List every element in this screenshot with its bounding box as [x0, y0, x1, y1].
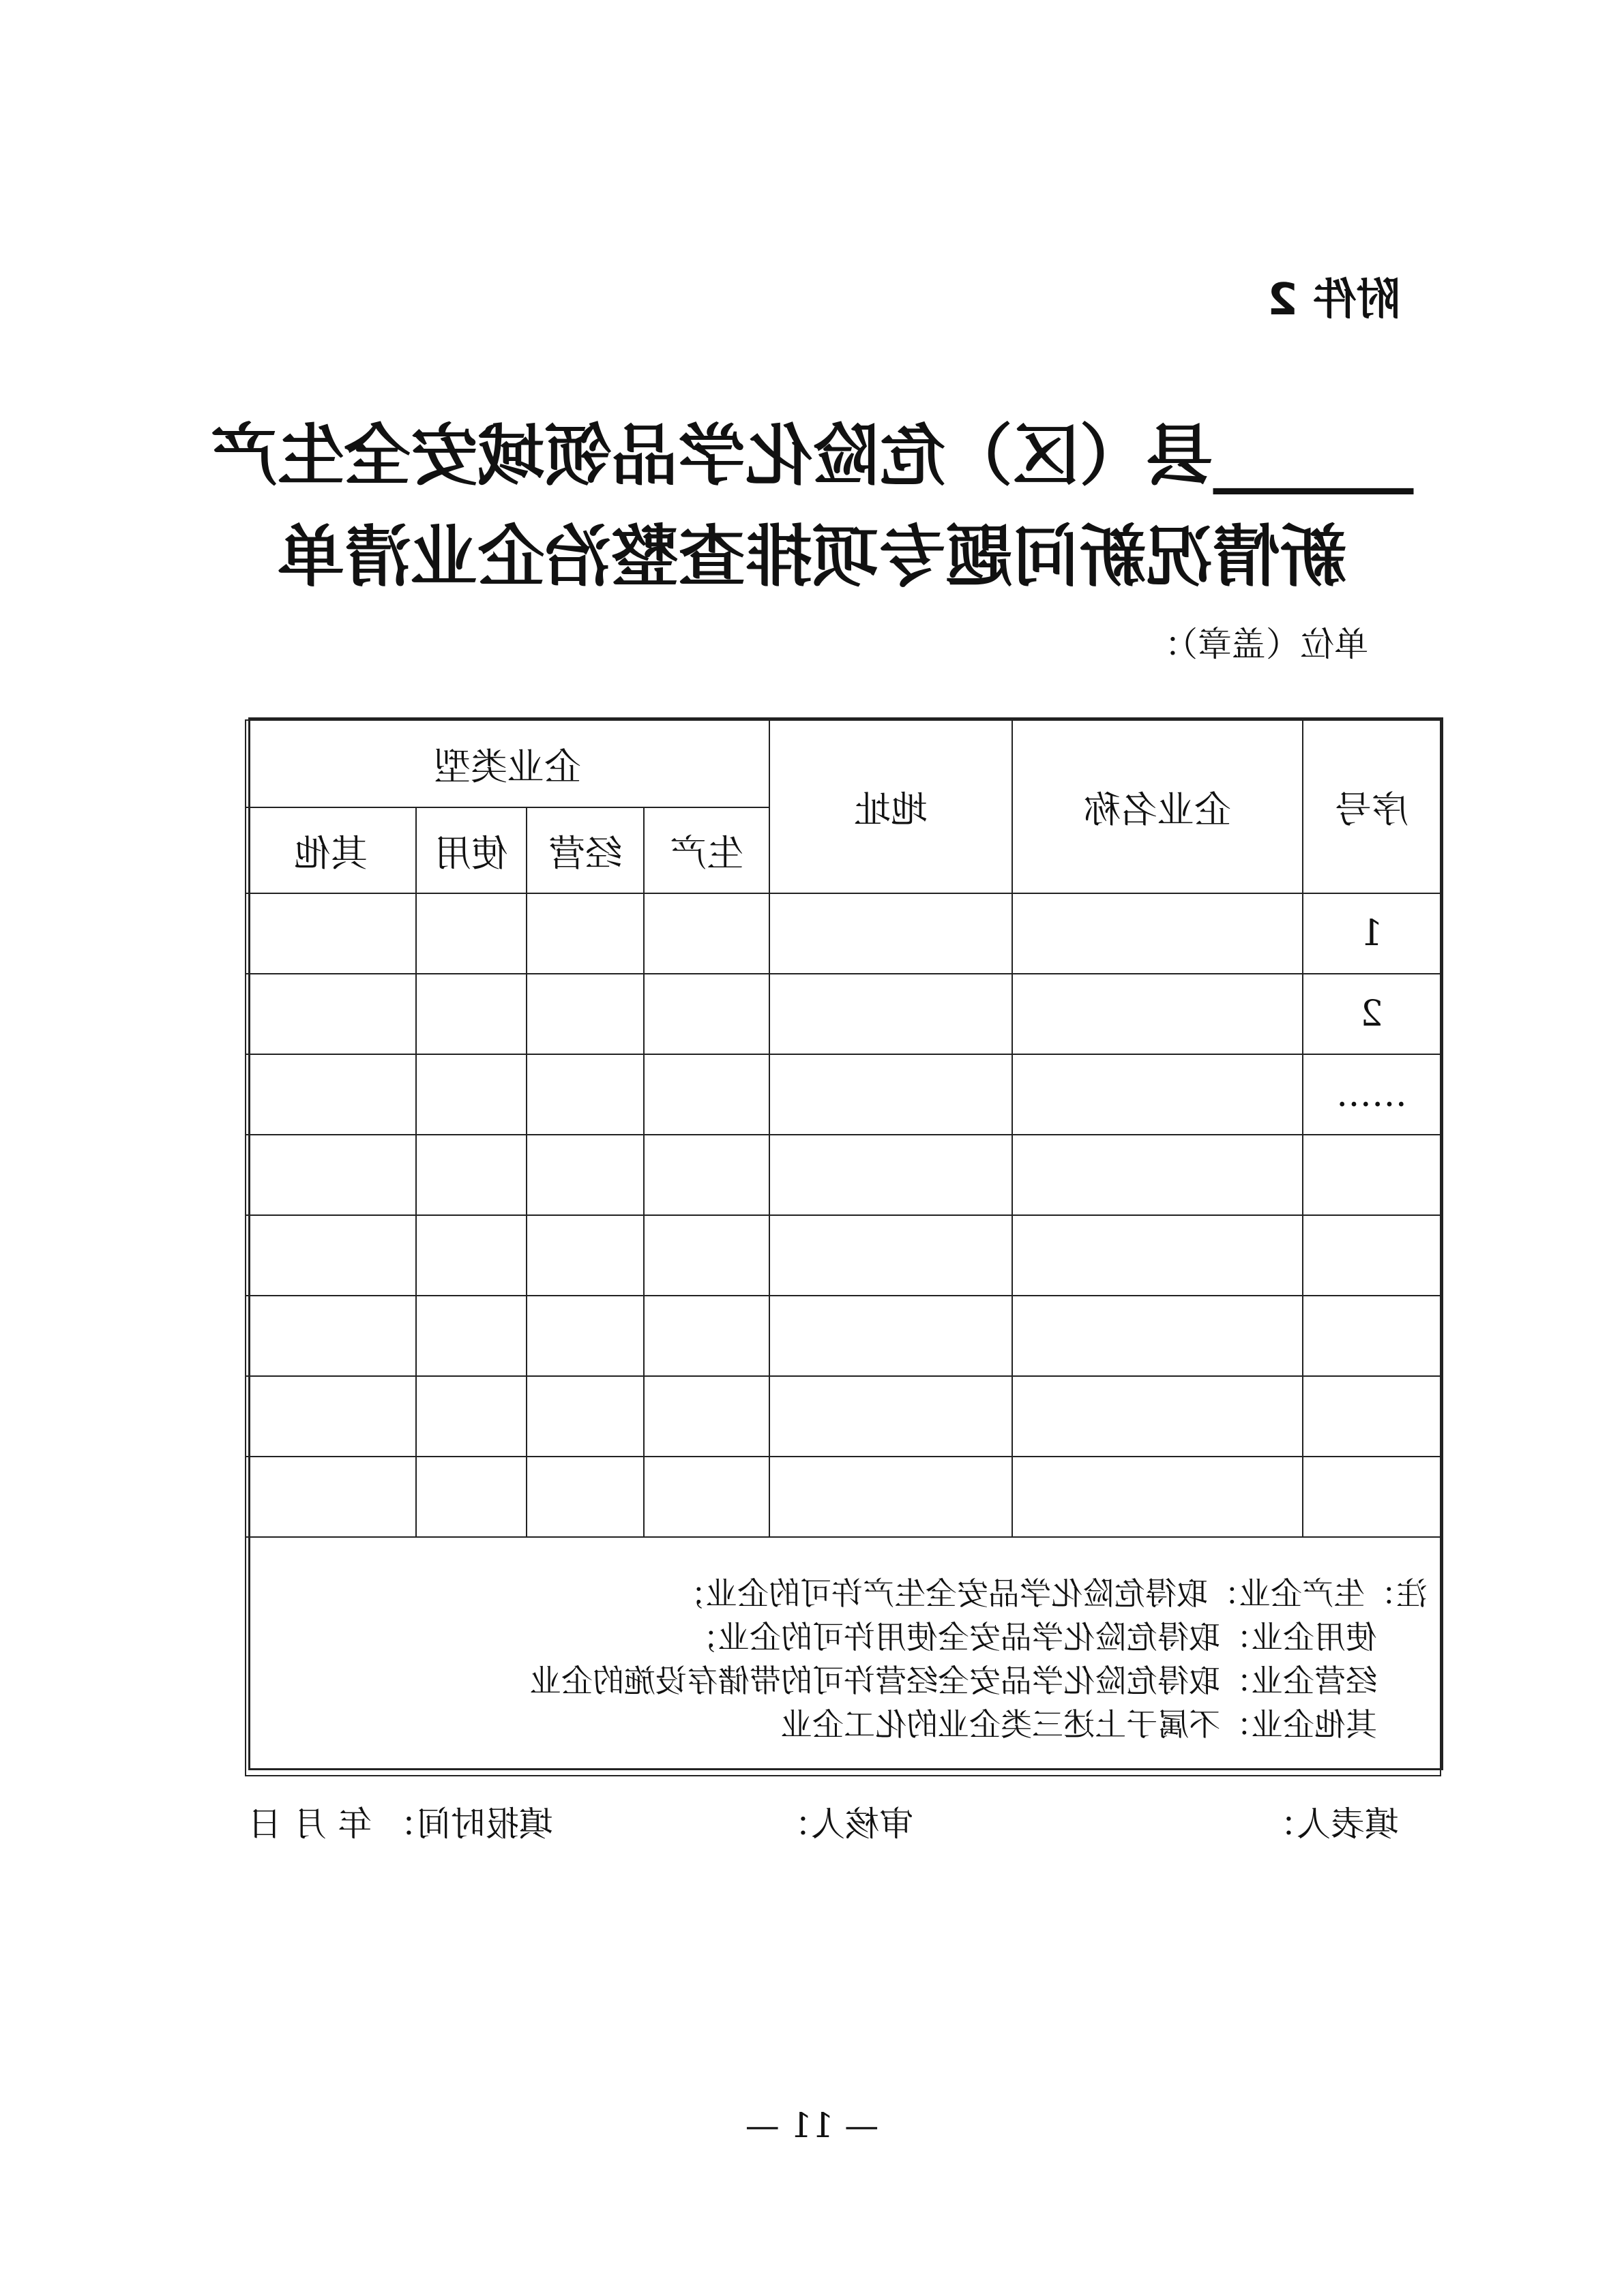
note-use: 使用企业：取得危险化学品安全使用许可的企业； — [687, 1619, 1377, 1656]
type-production-cell — [644, 1054, 769, 1135]
serial-cell — [1303, 1296, 1441, 1376]
address-cell — [769, 1457, 1012, 1537]
type-production-cell — [644, 974, 769, 1054]
title-line-2: 新情况新问题专项排查整治企业清单 — [277, 518, 1347, 596]
note-operation: 经营企业：取得危险化学品安全经营许可的带储存设施的企业 — [530, 1663, 1377, 1699]
filler-label: 填表人： — [1263, 1804, 1399, 1844]
table-row — [246, 893, 1441, 974]
type-production-cell — [644, 1135, 769, 1215]
page-number: — 11 — — [745, 2106, 879, 2145]
table-row — [246, 974, 1441, 1054]
header-company-name: 企业名称 — [1012, 720, 1303, 893]
serial-cell: 1 — [1303, 893, 1441, 974]
type-production-cell — [644, 1215, 769, 1296]
type-operation-cell — [527, 1054, 644, 1135]
type-production-cell — [644, 1457, 769, 1537]
header-address: 地址 — [769, 720, 1012, 893]
type-production-cell — [644, 1296, 769, 1376]
reviewer-label: 审核人： — [777, 1804, 913, 1844]
note-other: 其他企业：不属于上述三类企业的化工企业 — [781, 1706, 1377, 1743]
company-name-cell — [1012, 1054, 1303, 1135]
type-use-cell — [416, 1457, 527, 1537]
header-company-type: 企业类型 — [246, 720, 769, 807]
type-other-cell — [246, 974, 416, 1054]
type-use-cell — [416, 1376, 527, 1457]
header-type-production: 生产 — [644, 807, 769, 893]
attachment-label: 附件 2 — [1267, 275, 1400, 325]
company-name-cell — [1012, 1215, 1303, 1296]
serial-cell — [1303, 1215, 1441, 1296]
header-type-operation: 经营 — [527, 807, 644, 893]
note-production: 注：生产企业：取得危险化学品安全生产许可的企业； — [675, 1575, 1428, 1612]
header-type-other: 其他 — [246, 807, 416, 893]
type-other-cell — [246, 1135, 416, 1215]
type-use-cell — [416, 893, 527, 974]
address-cell — [769, 893, 1012, 974]
header-serial: 序号 — [1303, 720, 1441, 893]
company-name-cell — [1012, 1135, 1303, 1215]
type-other-cell — [246, 893, 416, 974]
address-cell — [769, 1376, 1012, 1457]
table-row — [246, 1457, 1441, 1537]
type-use-cell — [416, 1135, 527, 1215]
type-use-cell — [416, 1215, 527, 1296]
type-operation-cell — [527, 1457, 644, 1537]
serial-cell — [1303, 1135, 1441, 1215]
type-other-cell — [246, 1215, 416, 1296]
type-other-cell — [246, 1376, 416, 1457]
type-production-cell — [644, 893, 769, 974]
serial-cell: …… — [1303, 1054, 1441, 1135]
type-other-cell — [246, 1296, 416, 1376]
type-use-cell — [416, 1054, 527, 1135]
type-production-cell — [644, 1376, 769, 1457]
address-cell — [769, 1135, 1012, 1215]
table-row — [246, 1054, 1441, 1135]
table-row — [246, 1215, 1441, 1296]
serial-cell — [1303, 1376, 1441, 1457]
type-operation-cell — [527, 893, 644, 974]
notes-cell — [246, 1537, 1441, 1776]
title-line-1: ______县（区）危险化学品领域安全生产 — [210, 417, 1414, 495]
company-name-cell — [1012, 974, 1303, 1054]
fill-time-label: 填报时间： 年 月 日 — [248, 1804, 553, 1844]
serial-cell — [1303, 1457, 1441, 1537]
table-row — [246, 1376, 1441, 1457]
company-list-table — [248, 717, 1443, 1770]
type-operation-cell — [527, 974, 644, 1054]
company-name-cell — [1012, 1457, 1303, 1537]
company-name-cell — [1012, 893, 1303, 974]
address-cell — [769, 1054, 1012, 1135]
company-name-cell — [1012, 1296, 1303, 1376]
type-operation-cell — [527, 1135, 644, 1215]
type-operation-cell — [527, 1296, 644, 1376]
table-row — [246, 1296, 1441, 1376]
company-name-cell — [1012, 1376, 1303, 1457]
type-other-cell — [246, 1457, 416, 1537]
type-use-cell — [416, 1296, 527, 1376]
type-other-cell — [246, 1054, 416, 1135]
type-operation-cell — [527, 1376, 644, 1457]
address-cell — [769, 974, 1012, 1054]
table-row — [246, 1135, 1441, 1215]
unit-stamp-label: 单位（盖章）： — [1147, 625, 1368, 664]
type-operation-cell — [527, 1215, 644, 1296]
header-type-use: 使用 — [416, 807, 527, 893]
type-use-cell — [416, 974, 527, 1054]
address-cell — [769, 1215, 1012, 1296]
serial-cell: 2 — [1303, 974, 1441, 1054]
address-cell — [769, 1296, 1012, 1376]
